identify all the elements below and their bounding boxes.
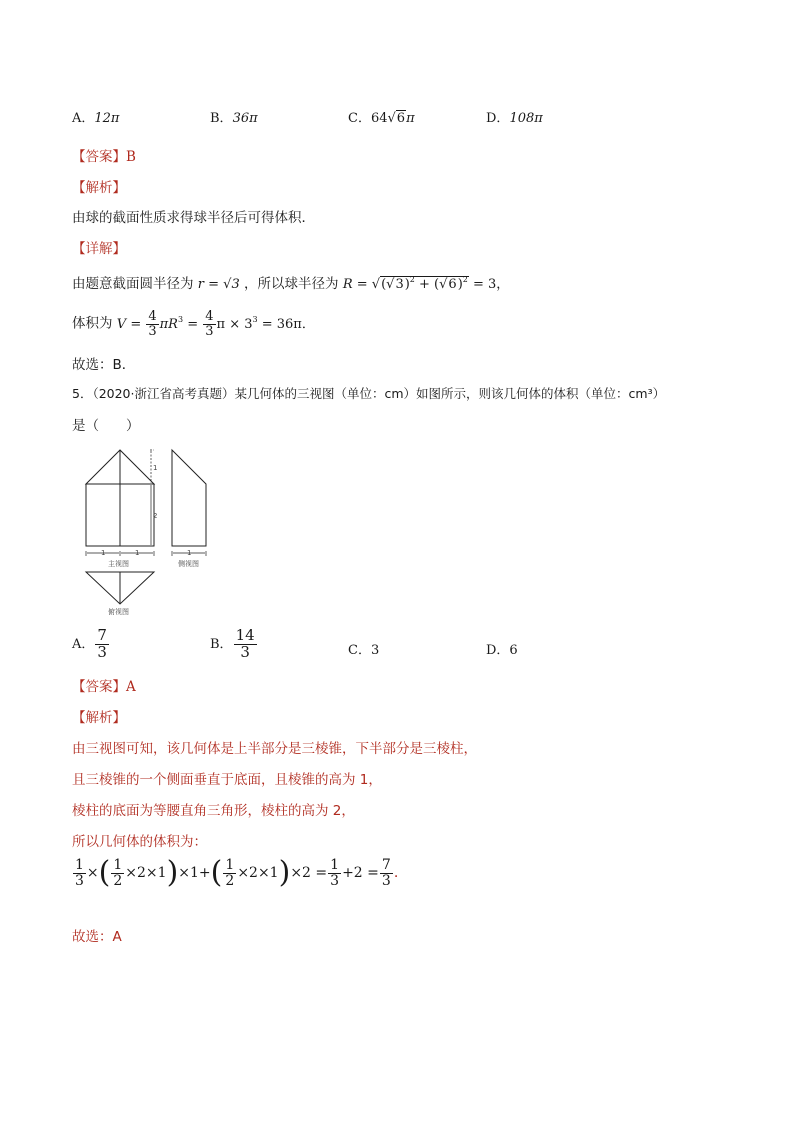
formula-mid1: ×2×1 [125,865,167,882]
q5-option-a [72,628,110,661]
q5-option-c: C．3 [348,643,380,658]
detail-prefix: 由题意截面圆半径为 [72,276,194,292]
radius-r: r = √3 [197,277,240,292]
front-view-label: 主视图 [108,560,129,568]
formula-after1: ×1+ [178,865,211,882]
q5-option-b [210,628,258,661]
frac-den: 3 [240,642,250,661]
frac-den: 3 [205,323,214,339]
q4-analysis-text: 由球的截面性质求得球半径后可得体积． [72,210,315,226]
side-view [172,450,206,546]
frac-den: 3 [381,872,391,889]
formula-after2: ×2 = [290,865,328,882]
fraction-7-3 [95,628,109,661]
volume-result: = 36π． [257,316,315,332]
dim-side-1: 1 [187,549,192,557]
q5-option-d: D．6 [486,643,518,658]
fraction-1-3-b [328,858,341,888]
dim-height-2: 2 [153,512,158,520]
fraction-4-3 [146,310,158,338]
dim-width-1b: 1 [135,549,140,557]
q5-analysis-tag: 【解析】 [72,710,126,726]
option-label: B． [210,636,233,652]
q5-volume-formula: $\frac{1}{3}$ × ( $\frac{1}{2}$ ×2×1 ) ×1+ ( $\frac{1}{2}$ ×2×1 ) ×2 = $\frac{1}{3}$ +2 = $\frac{7}{3}$ . [75,855,399,891]
option-label: D． [486,111,510,126]
dim-width-1a: 1 [101,549,106,557]
volume-prefix: 体积为 [72,315,113,332]
pi-R: πR [159,316,178,332]
q4-detail-tag: 【详解】 [72,241,126,257]
q4-volume-line: 体积为 V = $\frac{4}{3}$ $\pi R^3$ = $\frac{4}{3}$ $\pi \times 3^3 = 36\pi$． [72,309,315,339]
option-label: B． [210,111,233,126]
frac-num: 7 [381,857,391,873]
frac-den: 3 [97,642,107,661]
q4-option-b [210,107,258,126]
fraction-1-2-b [223,858,236,888]
fraction-1-3 [73,858,86,888]
volume-V: V = [116,316,146,332]
answer-value: B [126,149,136,165]
answer-tag: 【答案】 [72,149,126,165]
option-label: C． [348,111,371,126]
q4-choice: 故选：B． [72,357,136,373]
radius-R: R = [342,277,372,292]
q5-answer [72,675,136,695]
three-view-figure [78,448,218,620]
dim-height-1: 1 [153,464,158,472]
fraction-4-3-b [203,310,215,338]
frac-den: 2 [225,872,235,889]
q5-stem-line2: 是（ ） [72,418,140,434]
frac-den: 3 [75,872,84,889]
frac-num: 7 [97,626,107,644]
fraction-14-3 [234,628,257,661]
formula-mid2: ×2×1 [237,865,279,882]
q4-option-d [486,107,543,126]
sqrt-3: 3 [395,277,404,292]
frac-num: 14 [235,626,255,644]
frac-den: 3 [330,872,340,889]
option-label: A． [72,636,95,652]
q5-choice: 故选：A [72,929,122,945]
frac-num: 1 [330,857,340,873]
option-label: A． [72,111,95,126]
q4-detail-line1: 由题意截面圆半径为 r = √3 ，所以球半径为 $R = √(√3)^2 + (√6)^2 = 3$， [72,275,510,292]
equals: = [183,316,203,332]
fraction-7-3-result [380,858,393,888]
q4-option-c: C．64√6π [348,111,415,126]
frac-den: 3 [148,323,157,339]
frac-den: 2 [113,872,123,889]
q5-analysis-line4: 所以几何体的体积为： [72,834,207,850]
frac-num: 4 [205,309,214,324]
front-view [86,450,154,546]
frac-num: 1 [225,857,235,873]
option-radicand: 6 [396,111,406,126]
q4-option-a [72,107,119,126]
q5-analysis-line3: 棱柱的底面为等腰直角三角形，棱柱的高为 2， [72,803,355,819]
answer-value: A [126,679,136,695]
top-view-label: 俯视图 [108,608,129,616]
option-value: 108π [509,111,543,126]
pi-times-3: π × 3 [216,316,253,332]
frac-num: 4 [148,309,157,324]
sqrt-6: 6 [448,277,457,292]
q4-answer [72,145,136,165]
answer-tag: 【答案】 [72,679,126,695]
detail-mid: ，所以球半径为 [244,276,339,292]
frac-num: 1 [113,857,123,873]
option-value: 12π [94,111,120,126]
option-coef: 64 [370,111,388,126]
q5-stem-line1: 5．（2020·浙江省高考真题）某几何体的三视图（单位：cm）如图所示，则该几何体的体积（单位：cm³） [72,386,666,401]
q4-analysis-tag: 【解析】 [72,180,126,196]
q5-analysis-line2: 且三棱锥的一个侧面垂直于底面，且棱锥的高为 1， [72,772,382,788]
side-view-label: 侧视图 [178,560,199,568]
formula-end: . [393,865,399,882]
option-value: 36π [232,111,258,126]
top-view [86,572,154,604]
option-pi: π [406,111,415,126]
detail-end: = 3， [473,277,510,292]
fraction-1-2 [111,858,124,888]
formula-plus: +2 = [342,865,379,882]
q5-analysis-line1: 由三视图可知，该几何体是上半部分是三棱锥，下半部分是三棱柱， [72,741,477,757]
frac-num: 1 [75,857,84,873]
